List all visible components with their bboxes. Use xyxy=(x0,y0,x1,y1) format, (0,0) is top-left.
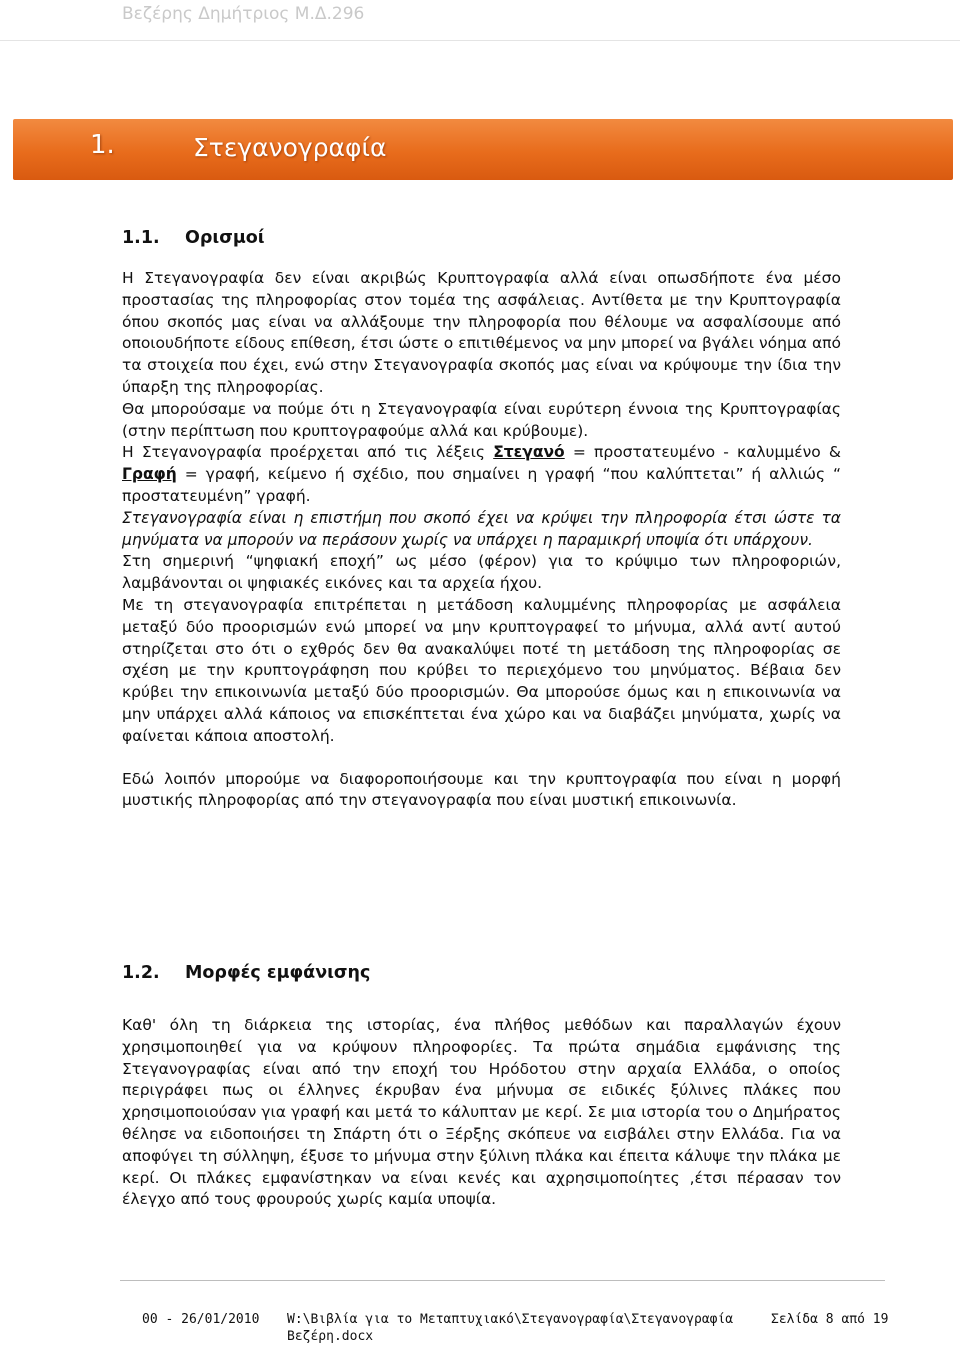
chapter-number: 1. xyxy=(90,130,115,160)
paragraph: Καθ' όλη τη διάρκεια της ιστορίας, ένα πλήθος μεθόδων και παραλλαγών έχουν χρησιμοποιηθεί για να κρύψουν πληροφορίες. Τα πρώτα σημάδια εμφάνισης της Στεγανογραφίας είναι από την εποχή του Ηρόδοτου στην αρχαία Ελλάδα, ο οποίος περιγράφει πως οι έλληνες έκρυβαν ένα μήνυμα σε ειδικές ξύλινες πλάκες που χρησιμοποιούσαν για γραφή και μετά το κάλυπταν με κερί. Σε μια ιστορία του ο Δημήρατος θέλησε να ειδοποιήσει τη Σπάρτη ότι ο Ξέρξης σκόπευε να εισβάλει στην Ελλάδα. Για να αποφύγει τη σύλληψη, έξυσε το μήνυμα στην ξύλινη πλάκα και έπειτα κάλυψε την πλάκα με κερί. Οι πλάκες εμφανίστηκαν να είναι κενές και αχρησιμοποίητες ,έτσι πέρασαν τον έλεγχο από τους φρουρούς χωρίς καμία υποψία. xyxy=(122,1016,841,1209)
paragraph: Στη σημερινή “ψηφιακή εποχή” ως μέσο (φέρον) για το κρύψιμο των πληροφοριών, λαμβάνονται οι ψηφιακές εικόνες και τα αρχεία ήχου. xyxy=(122,552,841,593)
paragraph: Θα μπορούσαμε να πούμε ότι η Στεγανογραφία είναι ευρύτερη έννοια της Κρυπτογραφίας (στην περίπτωση που κρυπτογραφούμε αλλά και κρύβουμε). xyxy=(122,399,841,440)
chapter-title: Στεγανογραφία xyxy=(193,133,387,162)
footer-version-date: 00 - 26/01/2010 xyxy=(142,1312,260,1327)
footer-divider xyxy=(120,1280,885,1281)
header-divider xyxy=(0,40,960,41)
term-grafi: Γραφή xyxy=(122,465,177,484)
definition-paragraph: Στεγανογραφία είναι η επιστήμη που σκοπό έχει να κρύψει την πληροφορία έτσι ώστε τα μηνύματα να μπορούν να περάσουν χωρίς να υπάρχει η παραμικρή υποψία ότι υπάρχουν. xyxy=(122,508,841,549)
section-body-definitions xyxy=(122,268,841,812)
paragraph: Η Στεγανογραφία δεν είναι ακριβώς Κρυπτογραφία αλλά είναι οπωσδήποτε ένα μέσο προστασίας της πληροφορίας στον τομέα της ασφάλειας. Αντίθετα με την Κρυπτογραφία όπου σκοπός μας είναι να αλλάξουμε την πληροφορία που θέλουμε να ασφαλίσουμε από οποιουδήποτε είδους επίθεση, έτσι ώστε ο επιτιθέμενος να μην μπορεί να βγάλει νόημα από τα στοιχεία που έχει, ενώ στην Στεγανογραφία σκοπός μας είναι να κρύψουμε την ίδια την ύπαρξη της πληροφορίας. xyxy=(122,269,841,396)
document-header: Βεζέρης Δημήτριος Μ.Δ.296 xyxy=(122,4,365,24)
paragraph: Εδώ λοιπόν μπορούμε να διαφοροποιήσουμε και την κρυπτογραφία που είναι η μορφή μυστικής πληροφορίας από την στεγανογραφία που είναι μυστική επικοινωνία. xyxy=(122,769,841,810)
paragraph: Η Στεγανογραφία προέρχεται από τις λέξεις Στεγανό = προστατευμένο - καλυμμένο & Γραφή = γραφή, κείμενο ή σχέδιο, που σημαίνει η γραφή “που καλύπτεται” ή αλλιώς “ προστατευμένη” γραφή. xyxy=(122,443,842,505)
section-body-forms xyxy=(122,1015,841,1211)
term-stegano: Στεγανό xyxy=(493,443,565,462)
chapter-banner xyxy=(13,119,953,180)
section-title: Ορισμοί xyxy=(185,228,265,248)
section-number: 1.1. xyxy=(122,228,160,248)
section-number: 1.2. xyxy=(122,963,160,983)
section-heading-definitions xyxy=(122,228,265,248)
section-heading-forms xyxy=(122,963,370,983)
footer-file-path: W:\Βιβλία για το Μεταπτυχιακό\Στεγανογραφία\Στεγανογραφία Βεζέρη.docx xyxy=(287,1312,734,1344)
paragraph: Με τη στεγανογραφία επιτρέπεται η μετάδοση καλυμμένης πληροφορίας με ασφάλεια μεταξύ δύο προορισμών ενώ μπορεί να μην κρυπτογραφεί το μήνυμα, αλλά αντί αυτού στηρίζεται στο ότι ο εχθρός δεν θα ανακαλύψει ποτέ τη μετάδοση της πληροφορίας σε σχέση με την κρυπτογράφηση που κρύβει το περιεχόμενο του μηνύματος. Βέβαια δεν κρύβει την επικοινωνία μεταξύ δύο προορισμών. Θα μπορούσε όμως και η επικοινωνία να μην υπάρχει αλλά κάποιος να επισκέπτεται ένα χώρο και να διαβάζει μηνύματα, χωρίς να φαίνεται κάποια αποστολή. xyxy=(122,595,841,745)
footer-page-number: Σελίδα 8 από 19 xyxy=(771,1312,889,1327)
section-title: Μορφές εμφάνισης xyxy=(185,963,371,983)
